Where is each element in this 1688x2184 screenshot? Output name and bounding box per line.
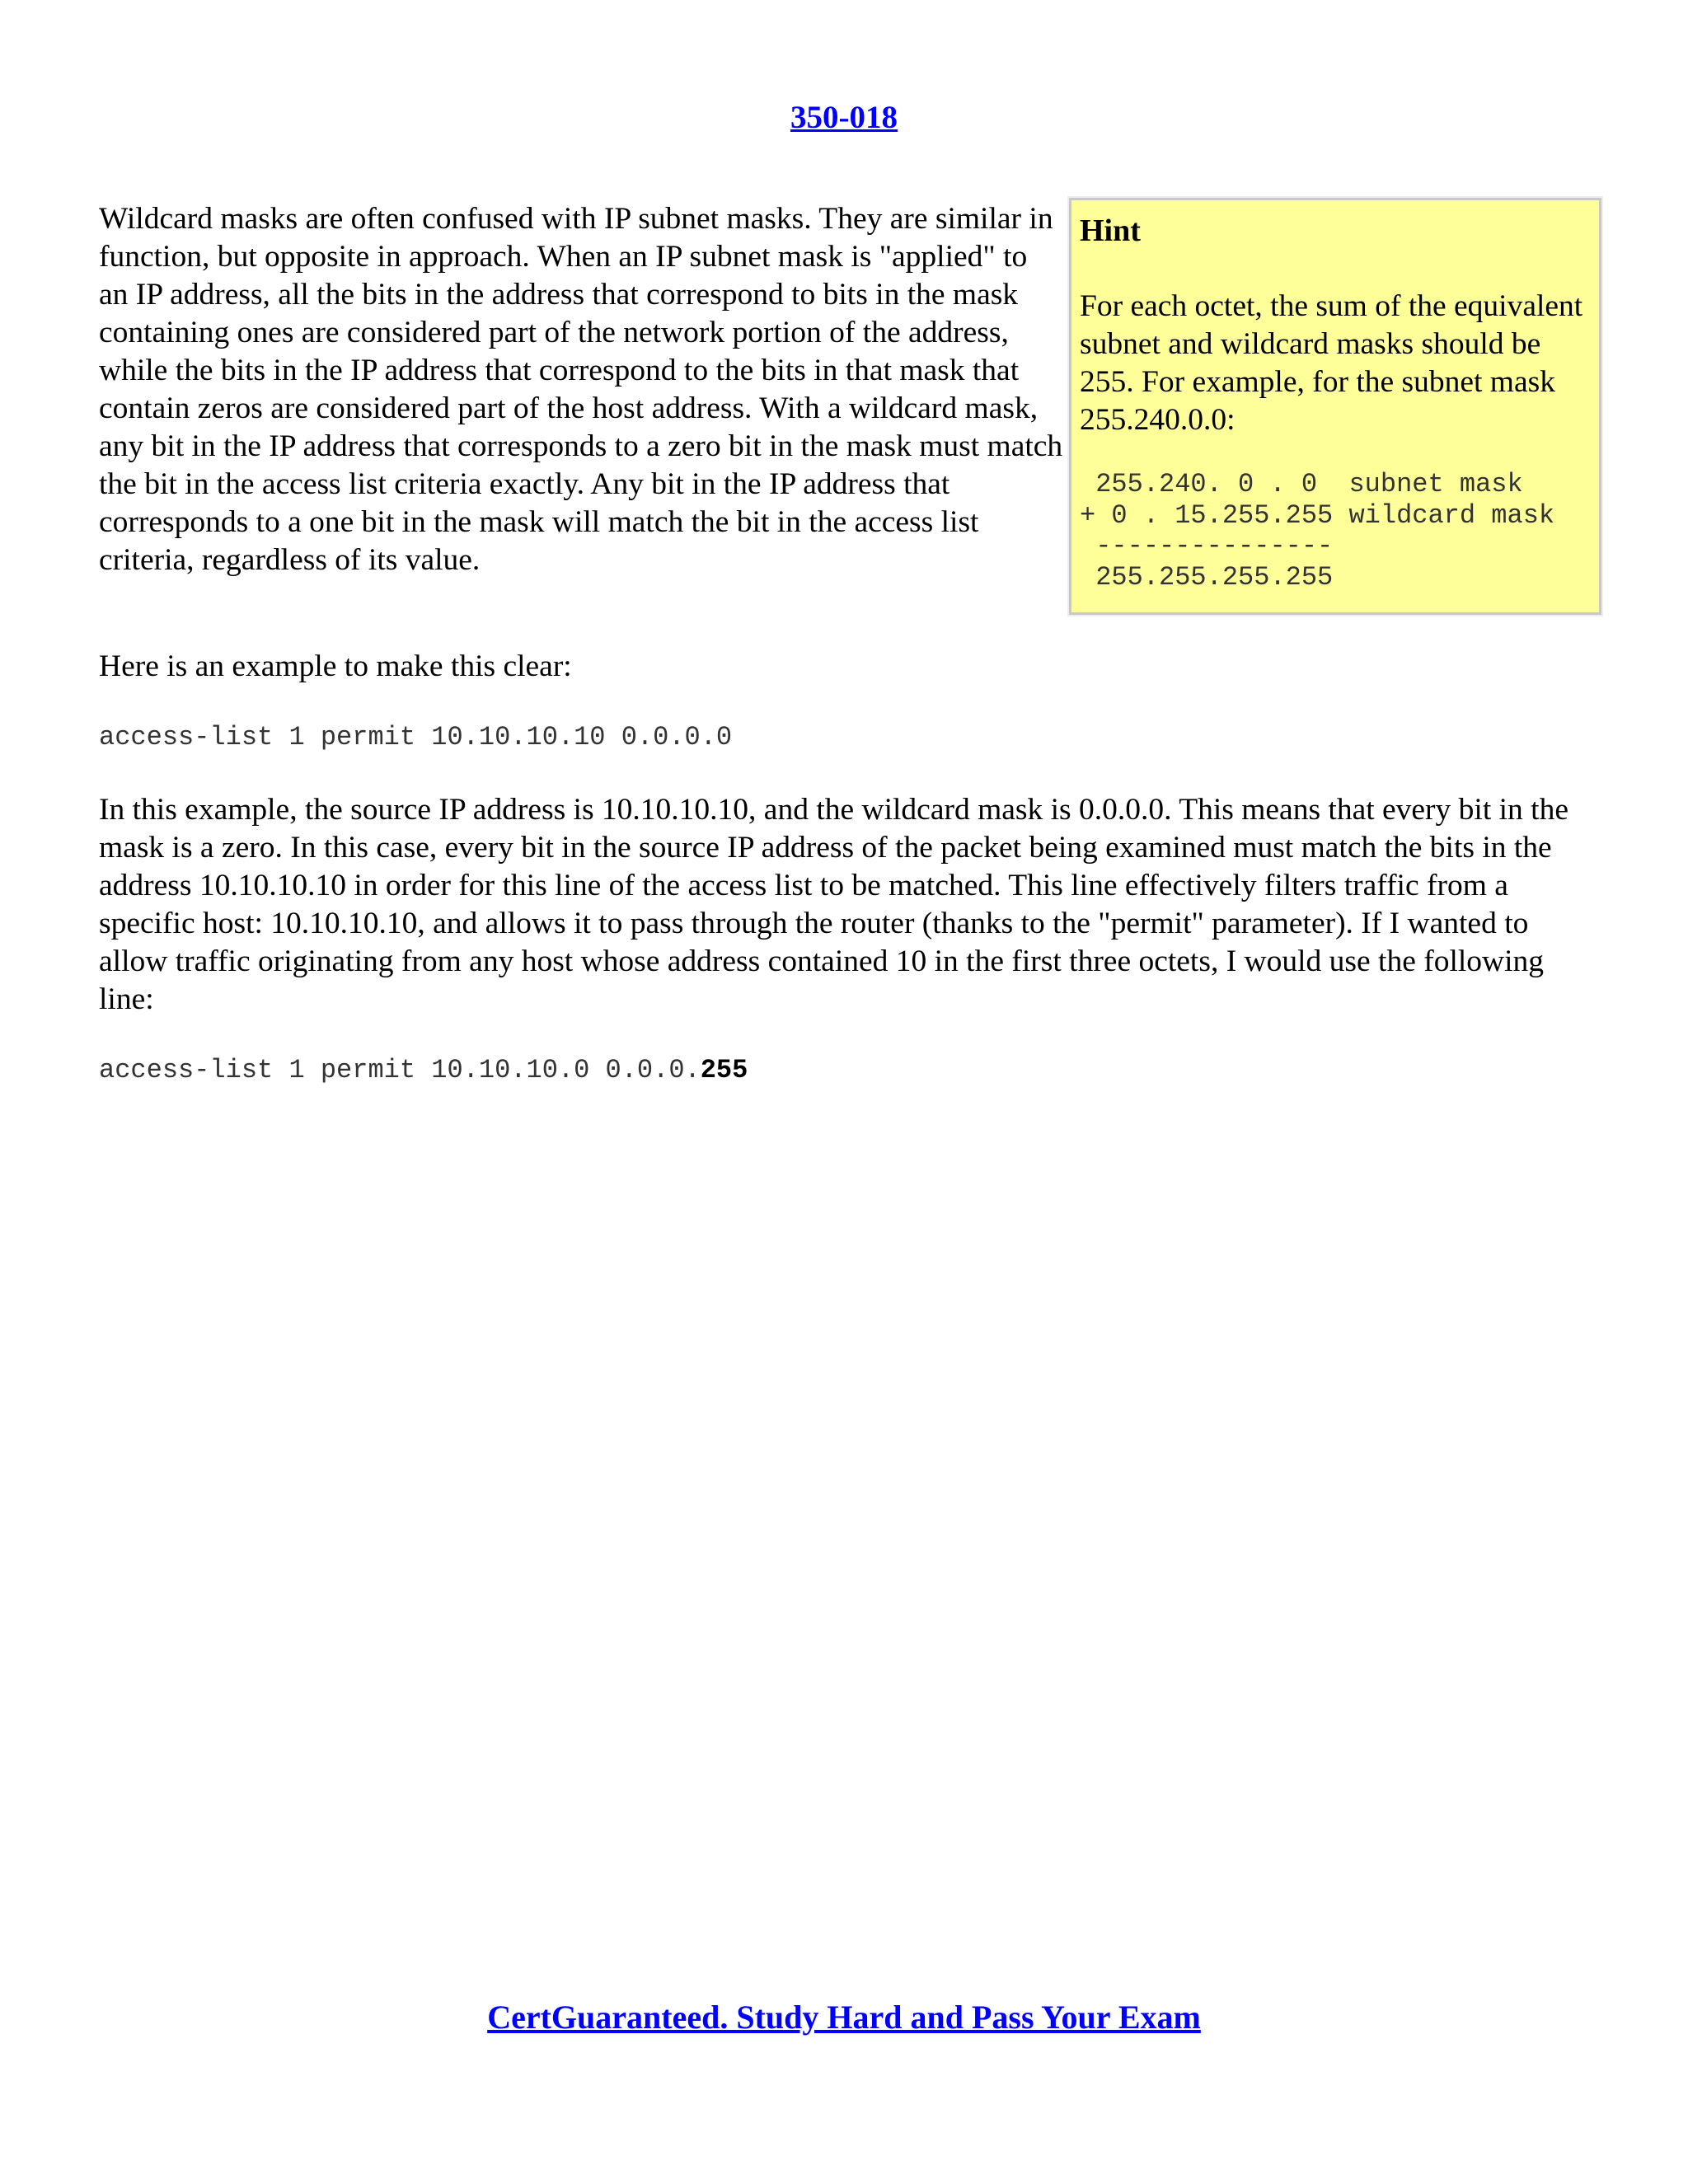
hint-text: For each octet, the sum of the equivalent subnet and wildcard masks should be 255. For example, for the subnet mask 255.240.0.0: <box>1080 289 1583 437</box>
code-example-1: access-list 1 permit 10.10.10.10 0.0.0.0 <box>99 722 733 752</box>
page-header <box>0 99 1688 136</box>
hint-calc-line: + 0 . 15.255.255 wildcard mask <box>1080 499 1555 531</box>
hint-calc-line: 255.240. 0 . 0 subnet mask <box>1080 469 1523 499</box>
hint-box <box>1069 198 1601 615</box>
example-intro: Here is an example to make this clear: <box>99 649 572 683</box>
exam-code-link[interactable]: 350-018 <box>790 100 898 135</box>
page-footer <box>0 1998 1688 2036</box>
code-example-2 <box>99 1055 748 1086</box>
hint-calculation <box>1080 469 1591 593</box>
code-example-2-highlight: 255 <box>700 1055 748 1085</box>
hint-calc-line: 255.255.255.255 <box>1080 561 1334 593</box>
code-example-2-prefix: access-list 1 permit 10.10.10.0 0.0.0. <box>99 1055 701 1085</box>
footer-link[interactable]: CertGuaranteed. Study Hard and Pass Your Exam <box>487 1999 1201 2036</box>
hint-title: Hint <box>1080 213 1141 248</box>
intro-paragraph: Wildcard masks are often confused with IP subnet masks. They are similar in function, but opposite in approach. When an IP subnet mask is "applied" to an IP address, all the bits in the address that correspond to bits in the mask containing ones are considered part of the network portion of the address, while the bits in the IP address that correspond to the bits in that mask that contain zeros are considered part of the host address. With a wildcard mask, any bit in the IP address that corresponds to a zero bit in the mask must match the bit in the access list criteria exactly. Any bit in the IP address that corresponds to a one bit in the mask will match the bit in the access list criteria, regardless of its value. <box>99 202 1063 577</box>
explanation-paragraph: In this example, the source IP address is 10.10.10.10, and the wildcard mask is 0.0.0.0. This means that every bit in the mask is a zero. In this case, every bit in the source IP address of the packet being examined must match the bits in the address 10.10.10.10 in order for this line of the access list to be matched. This line effectively filters traffic from a specific host: 10.10.10.10, and allows it to pass through the router (thanks to the "permit" parameter). If I wanted to allow traffic originating from any host whose address contained 10 in the first three octets, I would use the following line: <box>99 793 1568 1016</box>
hint-calc-line: --------------- <box>1080 531 1334 561</box>
